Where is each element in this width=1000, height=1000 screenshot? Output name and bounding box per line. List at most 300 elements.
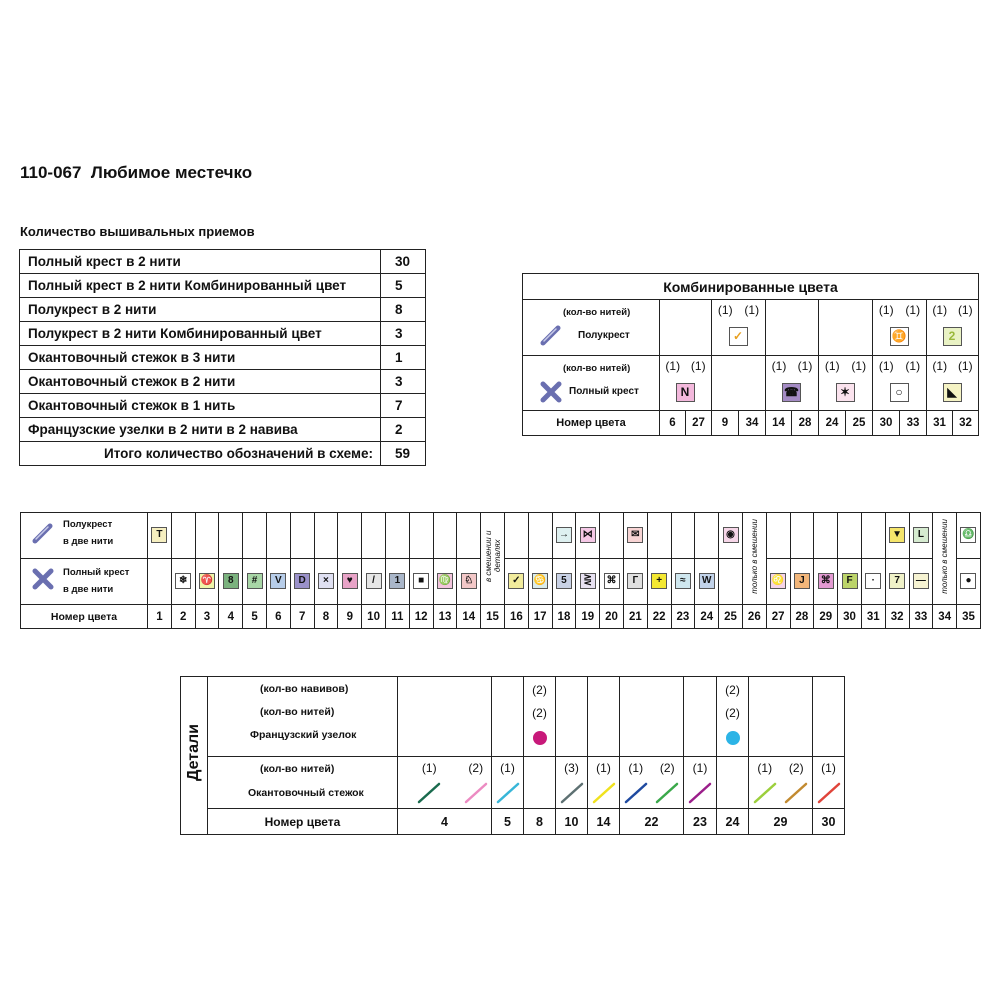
palette-full-cell [243, 559, 267, 605]
count-value: 2 [381, 418, 426, 442]
knot-threads: (2) [532, 706, 547, 720]
palette-color-number: 6 [266, 605, 290, 629]
backstitch-cell [398, 757, 461, 809]
stitch-thread-count: (3) [564, 761, 579, 775]
combined-cell [819, 300, 873, 356]
count-total-row [20, 442, 426, 466]
palette-color-number: 22 [647, 605, 671, 629]
combined-number-label: Номер цвета [523, 411, 660, 436]
color-number: 30 [873, 411, 900, 436]
details-color-number: 23 [684, 809, 717, 835]
count-marks [873, 359, 926, 373]
color-number: 28 [792, 411, 819, 436]
palette-half-cell [838, 513, 862, 559]
symbol-swatch: ▼ [889, 527, 905, 543]
details-color-number: 30 [813, 809, 845, 835]
counts-subtitle: Количество вышивальных приемов [20, 224, 255, 239]
symbol-swatch: ■ [413, 573, 429, 589]
symbol-swatch: ● [960, 573, 976, 589]
palette-half-label [21, 513, 148, 559]
thread-count: (1) [905, 303, 921, 317]
palette-half-cell [219, 513, 243, 559]
backstitch-line [816, 781, 842, 805]
details-number-row [181, 809, 845, 835]
palette-half-cell [671, 513, 695, 559]
combined-title-row [523, 274, 1000, 300]
color-number: 31 [927, 411, 953, 436]
knot-labels [208, 677, 398, 757]
thread-count: (1) [878, 303, 894, 317]
symbol-swatch: / [366, 573, 382, 589]
palette-color-number: 19 [576, 605, 600, 629]
palette-full-cell [148, 559, 172, 605]
palette-half-cell [909, 513, 933, 559]
symbol-swatch: ☎ [782, 383, 801, 402]
count-value: 7 [381, 394, 426, 418]
palette-color-number: 4 [219, 605, 243, 629]
symbol-swatch: — [913, 573, 929, 589]
only-mix-text: только в смешении [749, 518, 759, 594]
palette-color-number: 10 [362, 605, 386, 629]
combined-colors-table [522, 273, 1000, 436]
palette-full-cell [409, 559, 433, 605]
count-label: Окантовочный стежок в 2 нити [20, 370, 381, 394]
palette-full-cell [290, 559, 314, 605]
symbol-swatch: ♌ [770, 573, 786, 589]
palette-half-cell [600, 513, 624, 559]
symbol-swatch: ❄ [175, 573, 191, 589]
full-stitch-icon [539, 380, 563, 404]
palette-color-number: 32 [885, 605, 909, 629]
palette-color-number: 29 [814, 605, 838, 629]
palette-color-number: 17 [528, 605, 552, 629]
backstitch-cell [813, 757, 845, 809]
combined-half-label [523, 300, 660, 356]
palette-half-cell [861, 513, 885, 559]
palette-half-cell [266, 513, 290, 559]
knot-wraps: (2) [725, 683, 740, 697]
palette-half-row [21, 513, 981, 559]
thread-count: (1) [851, 359, 867, 373]
palette-full-cell [171, 559, 195, 605]
backstitch-cell [684, 757, 717, 809]
count-label: Полукрест в 2 нити [20, 298, 381, 322]
symbol-swatch: ♍ [437, 573, 453, 589]
symbol-swatch: ♎ [960, 527, 976, 543]
page-title: 110-067 Любимое местечко [20, 163, 253, 182]
details-table [180, 676, 845, 835]
palette-full-cell [623, 559, 647, 605]
palette-color-number: 35 [957, 605, 981, 629]
palette-color-number: 16 [504, 605, 528, 629]
palette-half-cell [385, 513, 409, 559]
color-number: 9 [712, 411, 739, 436]
count-marks [660, 359, 711, 373]
palette-color-number: 20 [600, 605, 624, 629]
symbol-swatch: V [270, 573, 286, 589]
stitch-thread-count: (1) [500, 761, 515, 775]
details-color-number: 4 [398, 809, 492, 835]
count-row [20, 274, 426, 298]
count-label: Полный крест в 2 нити Комбинированный цвет [20, 274, 381, 298]
count-label: Окантовочный стежок в 3 нити [20, 346, 381, 370]
symbol-swatch: ⋛ [580, 573, 596, 589]
count-row [20, 298, 426, 322]
knot-cell [398, 677, 492, 757]
combined-cell [660, 300, 712, 356]
stitch-thread-count: (1) [821, 761, 836, 775]
combined-cell [766, 356, 819, 411]
count-value: 30 [381, 250, 426, 274]
backstitch-line [495, 781, 521, 805]
thread-count: (1) [771, 359, 787, 373]
backstitch-cell [556, 757, 588, 809]
full-stitch-icon [31, 567, 55, 591]
stitch-thread-count: (2) [788, 761, 804, 775]
palette-full-cell [671, 559, 695, 605]
palette-half-cell [528, 513, 552, 559]
palette-full-cell [719, 559, 743, 605]
palette-half-cell [362, 513, 386, 559]
palette-full-cell [885, 559, 909, 605]
knot-cell [524, 677, 556, 757]
knot-cell [717, 677, 749, 757]
palette-half-cell [409, 513, 433, 559]
symbol-swatch: ♈ [199, 573, 215, 589]
palette-full-cell [195, 559, 219, 605]
backstitch-line [783, 781, 809, 805]
combined-title: Комбинированные цвета [523, 274, 979, 300]
symbol-swatch: × [318, 573, 334, 589]
palette-full-cell [314, 559, 338, 605]
symbol-swatch: 1 [389, 573, 405, 589]
palette-half-cell [314, 513, 338, 559]
full-stitch-label: Полный крест [569, 386, 639, 397]
symbol-swatch: ♘ [461, 573, 477, 589]
palette-half-cell [647, 513, 671, 559]
details-color-number: 29 [749, 809, 813, 835]
symbol-swatch: ⋈ [580, 527, 596, 543]
full-label-line: Полный крест [63, 567, 130, 578]
palette-half-cell [623, 513, 647, 559]
thread-count: (1) [957, 359, 973, 373]
backstitch-line [752, 781, 778, 805]
palette-half-cell [885, 513, 909, 559]
stitch-thread-count: (2) [659, 761, 675, 775]
wraps-label: (кол-во навивов) [260, 683, 349, 695]
thread-count: (1) [690, 359, 706, 373]
symbol-swatch: J [794, 573, 810, 589]
count-value: 1 [381, 346, 426, 370]
thread-count: (1) [797, 359, 813, 373]
details-color-number: 22 [620, 809, 684, 835]
palette-color-number: 7 [290, 605, 314, 629]
combined-number-row [523, 411, 1000, 436]
backstitch-cell [749, 757, 781, 809]
details-color-number: 10 [556, 809, 588, 835]
combined-cell [766, 300, 819, 356]
count-value: 3 [381, 370, 426, 394]
symbol-swatch: → [556, 527, 572, 543]
palette-color-number: 11 [385, 605, 409, 629]
thread-count: (1) [717, 303, 733, 317]
details-knot-row [181, 677, 845, 757]
backstitch-cell [524, 757, 556, 809]
palette-color-number: 27 [766, 605, 790, 629]
stitch-thread-count: (1) [596, 761, 611, 775]
count-row [20, 394, 426, 418]
backstitch-line [463, 781, 489, 805]
symbol-swatch: T [151, 527, 167, 543]
palette-half-cell [171, 513, 195, 559]
count-label: Окантовочный стежок в 1 нить [20, 394, 381, 418]
thread-count: (1) [932, 359, 948, 373]
backstitch-line [687, 781, 713, 805]
palette-half-cell [148, 513, 172, 559]
palette-full-cell [576, 559, 600, 605]
palette-color-number: 9 [338, 605, 362, 629]
full-label-line: в две нити [63, 584, 114, 595]
palette-full-cell [385, 559, 409, 605]
palette-color-number: 23 [671, 605, 695, 629]
total-label: Итого количество обозначений в схеме: [20, 442, 381, 466]
palette-only-note [742, 513, 766, 605]
palette-half-cell [790, 513, 814, 559]
knot-wraps: (2) [532, 683, 547, 697]
count-row [20, 250, 426, 274]
combined-cell [712, 300, 766, 356]
symbol-swatch: F [842, 573, 858, 589]
count-value: 5 [381, 274, 426, 298]
palette-full-cell [861, 559, 885, 605]
stitch-thread-count: (1) [628, 761, 644, 775]
palette-full-cell [647, 559, 671, 605]
threads-label: (кол-во нитей) [260, 763, 335, 775]
palette-color-number: 28 [790, 605, 814, 629]
symbol-swatch: ♊ [890, 327, 909, 346]
palette-color-number: 26 [742, 605, 766, 629]
palette-full-cell [457, 559, 481, 605]
details-side-label [181, 677, 208, 835]
palette-number-row [21, 605, 981, 629]
symbol-swatch: L [913, 527, 929, 543]
palette-color-number: 18 [552, 605, 576, 629]
palette-full-cell [504, 559, 528, 605]
symbol-swatch: + [651, 573, 667, 589]
palette-full-cell [790, 559, 814, 605]
backstitch-line [559, 781, 585, 805]
palette-color-number: 30 [838, 605, 862, 629]
half-label-line: Полукрест [63, 519, 113, 530]
combined-cell [927, 300, 979, 356]
backstitch-line [416, 781, 442, 805]
count-value: 3 [381, 322, 426, 346]
palette-color-number: 5 [243, 605, 267, 629]
palette-half-cell [338, 513, 362, 559]
combined-half-row [523, 300, 1000, 356]
palette-full-cell [814, 559, 838, 605]
knot-cell [492, 677, 524, 757]
count-marks [927, 303, 978, 317]
palette-half-cell [695, 513, 719, 559]
combined-cell [819, 356, 873, 411]
only-mix-text: только в смешении [940, 518, 950, 594]
details-color-number: 24 [717, 809, 749, 835]
mix-note-text: в смешении и деталях [483, 530, 502, 582]
backstitch-label: Окантовочный стежок [248, 787, 364, 799]
palette-color-number: 25 [719, 605, 743, 629]
color-number: 27 [686, 411, 712, 436]
details-backstitch-row [181, 757, 845, 809]
knot-threads: (2) [725, 706, 740, 720]
palette-half-cell [195, 513, 219, 559]
symbol-swatch: ♋ [532, 573, 548, 589]
stitch-thread-count: (1) [421, 761, 437, 775]
threads-label: (кол-во нитей) [563, 363, 631, 374]
symbol-swatch: ✉ [627, 527, 643, 543]
thread-count: (1) [957, 303, 973, 317]
palette-color-number: 12 [409, 605, 433, 629]
thread-count: (1) [932, 303, 948, 317]
symbol-swatch: 2 [943, 327, 962, 346]
palette-half-cell [290, 513, 314, 559]
palette-table [20, 512, 981, 629]
palette-color-number: 15 [481, 605, 505, 629]
palette-full-label [21, 559, 148, 605]
half-stitch-icon [31, 522, 53, 544]
color-number: 6 [660, 411, 686, 436]
palette-full-cell [338, 559, 362, 605]
palette-half-cell [576, 513, 600, 559]
palette-half-cell [552, 513, 576, 559]
details-color-number: 5 [492, 809, 524, 835]
symbol-swatch: ○ [890, 383, 909, 402]
palette-half-cell [814, 513, 838, 559]
thread-count: (1) [905, 359, 921, 373]
threads-label: (кол-во нитей) [260, 706, 335, 718]
palette-half-cell [719, 513, 743, 559]
symbol-swatch: ✶ [836, 383, 855, 402]
palette-only-note [933, 513, 957, 605]
backstitch-cell [461, 757, 492, 809]
combined-cell [712, 356, 766, 411]
knot-cell [620, 677, 684, 757]
symbol-swatch: ⌘ [604, 573, 620, 589]
color-number: 33 [900, 411, 927, 436]
symbol-swatch: ⌘ [818, 573, 834, 589]
symbol-swatch: W [699, 573, 715, 589]
half-label-line: в две нити [63, 536, 114, 547]
backstitch-labels [208, 757, 398, 809]
symbol-swatch: 5 [556, 573, 572, 589]
palette-color-number: 14 [457, 605, 481, 629]
count-value: 8 [381, 298, 426, 322]
palette-half-cell [504, 513, 528, 559]
symbol-swatch: · [865, 573, 881, 589]
knot-label: Французский узелок [250, 729, 357, 741]
palette-color-number: 3 [195, 605, 219, 629]
thread-count: (1) [878, 359, 894, 373]
backstitch-cell [588, 757, 620, 809]
symbol-swatch: N [676, 383, 695, 402]
backstitch-cell [652, 757, 684, 809]
palette-full-cell [266, 559, 290, 605]
palette-color-number: 33 [909, 605, 933, 629]
backstitch-cell [781, 757, 813, 809]
palette-color-number: 13 [433, 605, 457, 629]
backstitch-cell [620, 757, 652, 809]
palette-full-cell [695, 559, 719, 605]
count-marks [712, 303, 765, 317]
palette-mix-note [481, 513, 505, 605]
details-color-number: 14 [588, 809, 620, 835]
count-row [20, 418, 426, 442]
count-label: Полный крест в 2 нити [20, 250, 381, 274]
half-stitch-icon [539, 324, 561, 346]
color-number: 34 [739, 411, 766, 436]
count-label: Полукрест в 2 нити Комбинированный цвет [20, 322, 381, 346]
palette-number-label: Номер цвета [21, 605, 148, 629]
french-knot-dot [533, 731, 547, 745]
thread-count: (1) [665, 359, 681, 373]
palette-half-cell [957, 513, 981, 559]
symbol-swatch: # [247, 573, 263, 589]
count-row [20, 322, 426, 346]
combined-cell [873, 356, 927, 411]
details-side-text: Детали [185, 724, 202, 782]
symbol-swatch: ♥ [342, 573, 358, 589]
count-row [20, 346, 426, 370]
symbol-swatch: D [294, 573, 310, 589]
symbol-swatch: ≈ [675, 573, 691, 589]
symbol-swatch: ✓ [729, 327, 748, 346]
stitch-thread-count: (2) [468, 761, 484, 775]
palette-full-cell [957, 559, 981, 605]
count-marks [819, 359, 872, 373]
palette-half-cell [433, 513, 457, 559]
palette-full-cell [433, 559, 457, 605]
symbol-swatch: ◉ [723, 527, 739, 543]
color-number: 32 [953, 411, 979, 436]
stitch-thread-count: (1) [692, 761, 708, 775]
palette-half-cell [243, 513, 267, 559]
palette-color-number: 8 [314, 605, 338, 629]
knot-cell [813, 677, 845, 757]
stitch-counts-table [19, 249, 426, 466]
combined-cell [660, 356, 712, 411]
count-marks [927, 359, 978, 373]
palette-half-cell [766, 513, 790, 559]
symbol-swatch: ✓ [508, 573, 524, 589]
total-value: 59 [381, 442, 426, 466]
thread-count: (1) [824, 359, 840, 373]
count-label: Французские узелки в 2 нити в 2 навива [20, 418, 381, 442]
color-number: 24 [819, 411, 846, 436]
palette-full-cell [766, 559, 790, 605]
backstitch-line [623, 781, 649, 805]
backstitch-cell [717, 757, 749, 809]
count-marks [873, 303, 926, 317]
palette-color-number: 1 [148, 605, 172, 629]
palette-full-cell [552, 559, 576, 605]
palette-color-number: 21 [623, 605, 647, 629]
threads-label: (кол-во нитей) [563, 307, 631, 318]
backstitch-line [591, 781, 617, 805]
palette-full-cell [528, 559, 552, 605]
palette-full-cell [909, 559, 933, 605]
color-number: 25 [846, 411, 873, 436]
french-knot-dot [726, 731, 740, 745]
